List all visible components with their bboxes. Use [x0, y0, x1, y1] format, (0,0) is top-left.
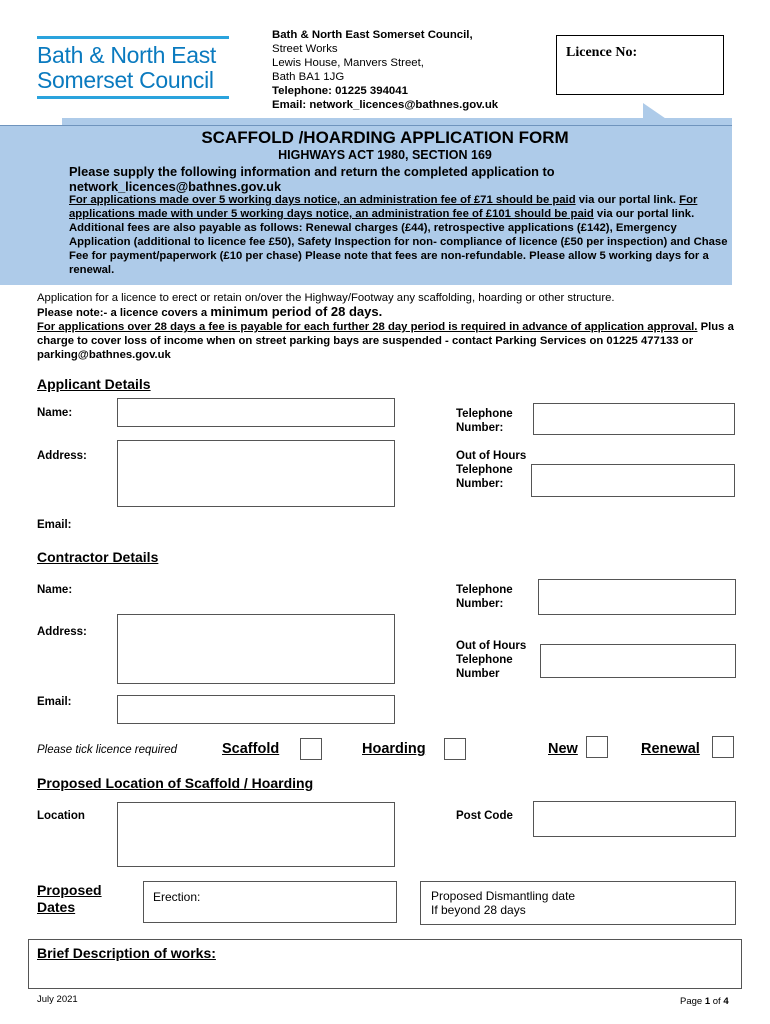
contractor-email-label: Email: [37, 696, 72, 708]
logo-line-2: Somerset Council [37, 67, 214, 93]
applicant-name-field[interactable] [117, 398, 395, 427]
contractor-ooh-label-2: Telephone [456, 654, 513, 666]
contractor-tel-label-1: Telephone [456, 584, 513, 596]
applicant-ooh-label-2: Telephone [456, 464, 513, 476]
dismantling-label-2: If beyond 28 days [431, 903, 526, 917]
contractor-address-label: Address: [37, 626, 87, 638]
contractor-ooh-label-1: Out of Hours [456, 640, 527, 652]
dismantling-label [431, 889, 575, 917]
contractor-email-field[interactable] [117, 695, 395, 724]
logo-top-line [37, 36, 229, 39]
applicant-ooh-label [456, 449, 526, 491]
contractor-address-field[interactable] [117, 614, 395, 684]
page-number [680, 996, 729, 1007]
contractor-name-label: Name: [37, 584, 73, 596]
footer-date: July 2021 [37, 994, 78, 1005]
supply-instructions [69, 164, 729, 194]
works-description-field[interactable] [28, 939, 742, 989]
council-name: Bath & North East Somerset Council, [272, 29, 473, 41]
note-minimum: minimum period of 28 days. [210, 304, 383, 319]
contractor-telephone-field[interactable] [538, 579, 736, 615]
contractor-ooh-label [456, 639, 526, 681]
applicant-address-label: Address: [37, 450, 87, 462]
contractor-ooh-label-3: Number [456, 668, 500, 680]
page-label: Page [680, 996, 705, 1007]
page-of: of [710, 996, 724, 1007]
location-field[interactable] [117, 802, 395, 867]
council-dept: Street Works [272, 43, 338, 55]
erection-date-field[interactable] [143, 881, 397, 923]
contractor-heading: Contractor Details [37, 549, 159, 565]
intro-line-1: Application for a licence to erect or retain on/over the Highway/Footway any scaffolding, hoarding or other structure. [37, 292, 615, 304]
page-current: 1 [704, 996, 711, 1007]
erection-label: Erection: [153, 890, 201, 904]
contractor-tel-label-2: Number: [456, 598, 504, 610]
council-street: Lewis House, Manvers Street, [272, 57, 424, 69]
logo-line-1: Bath & North East [37, 42, 216, 68]
logo-text [37, 43, 229, 93]
new-label: New [548, 741, 578, 757]
applicant-tel-label-2: Number: [456, 422, 504, 434]
logo-bottom-line [37, 96, 229, 99]
works-heading: Brief Description of works: [37, 945, 216, 961]
applicant-ooh-label-1: Out of Hours [456, 450, 527, 462]
fee-28-day: For applications over 28 days a fee is payable for each further 28 day period is required in advance of application approval. [37, 321, 698, 333]
contractor-tel-label [456, 583, 513, 611]
page-total: 4 [723, 996, 729, 1007]
fee-under-notice: For applications made over 5 working days notice, an administration fee of £71 should be paid [69, 194, 576, 206]
applicant-ooh-label-3: Number: [456, 478, 504, 490]
applicant-address-field[interactable] [117, 440, 395, 507]
dates-label-2: Dates [37, 899, 76, 915]
contractor-ooh-field[interactable] [540, 644, 736, 678]
postcode-field[interactable] [533, 801, 736, 837]
hoarding-label: Hoarding [362, 741, 426, 757]
parking-charge: Plus a charge to cover loss of income when on street parking bays are suspended - contact Parking Services on 01225 477133 or parking@bathnes.gov.uk [37, 321, 734, 361]
dates-label-1: Proposed [37, 882, 102, 898]
postcode-label: Post Code [456, 810, 513, 822]
council-telephone: Telephone: 01225 394041 [272, 85, 408, 97]
supply-line-1: Please supply the following information and return the completed application to [69, 164, 555, 179]
dates-label [37, 882, 102, 916]
tick-prompt: Please tick licence required [37, 744, 177, 756]
licence-number-label: Licence No: [566, 45, 638, 60]
applicant-name-label: Name: [37, 407, 73, 419]
dismantling-date-field[interactable] [420, 881, 736, 925]
scaffold-label: Scaffold [222, 741, 280, 757]
supply-line-2: network_licences@bathnes.gov.uk [69, 179, 282, 194]
location-label: Location [37, 810, 85, 822]
fees-paragraph [69, 194, 731, 277]
applicant-telephone-field[interactable] [533, 403, 735, 435]
council-city: Bath BA1 1JG [272, 71, 345, 83]
location-heading: Proposed Location of Scaffold / Hoarding [37, 775, 314, 791]
new-checkbox[interactable] [586, 736, 608, 758]
council-email: Email: network_licences@bathnes.gov.uk [272, 99, 499, 111]
fee-additional: via our portal link. Additional fees are also payable as follows: Renewal charges (£44), retrospective applications (£142), Emergency Application (additional to licence fee £50), Safety Inspection for non- compliance of licence (£50 per inspection) and Chase Fee for payment/paperwork (£10 per chase) Please note that fees are non-refundable. Please allow 5 working days for a renewal. [69, 207, 728, 276]
dismantling-label-1: Proposed Dismantling date [431, 889, 576, 903]
council-logo [37, 36, 229, 99]
renewal-checkbox[interactable] [712, 736, 734, 758]
council-address [272, 28, 498, 112]
applicant-heading: Applicant Details [37, 376, 151, 392]
applicant-tel-label-1: Telephone [456, 408, 513, 420]
applicant-tel-label [456, 407, 513, 435]
act-reference: HIGHWAYS ACT 1980, SECTION 169 [278, 148, 492, 162]
scaffold-checkbox[interactable] [300, 738, 322, 760]
fee-portal-1: via our portal link. [575, 194, 680, 206]
renewal-label: Renewal [641, 741, 700, 757]
form-title: SCAFFOLD /HOARDING APPLICATION FORM [201, 128, 569, 147]
hoarding-checkbox[interactable] [444, 738, 466, 760]
note-prefix: Please note:- a licence covers a [37, 307, 211, 319]
applicant-email-label: Email: [37, 519, 72, 531]
licence-number-box[interactable] [556, 35, 724, 95]
intro-text [37, 291, 737, 362]
applicant-ooh-field[interactable] [531, 464, 735, 497]
fee-short-notice: For applications made with under 5 working days notice, an administration fee of £101 should be paid [69, 194, 698, 220]
